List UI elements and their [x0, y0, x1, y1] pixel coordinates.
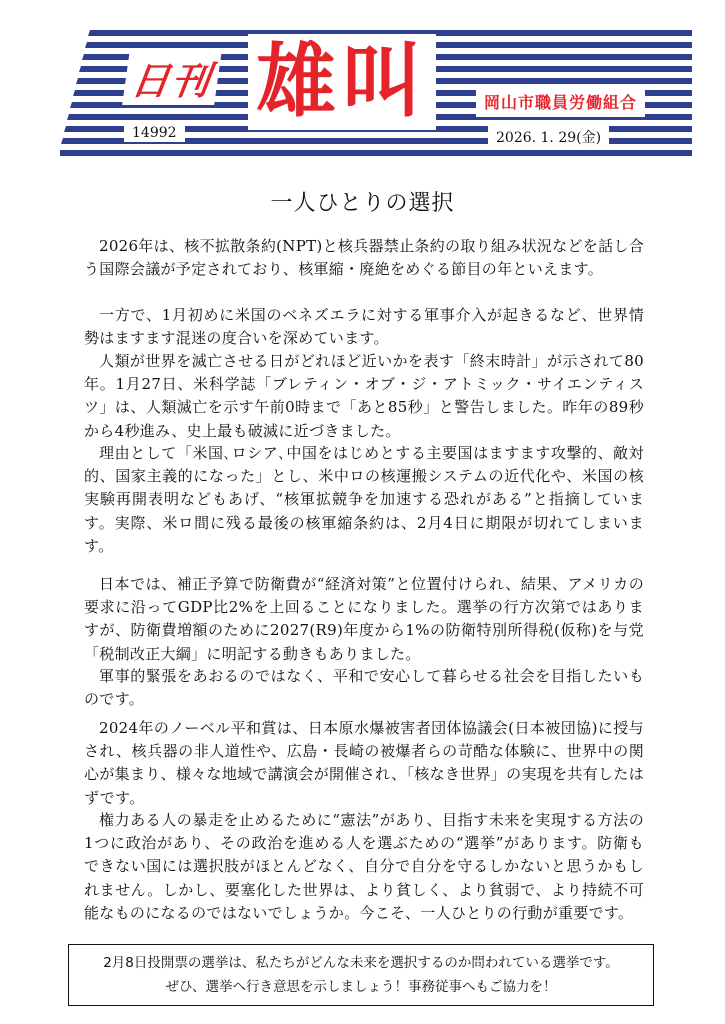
masthead-daily-label: 日刊: [122, 50, 222, 105]
article-paragraph: 2024年のノーベル平和賞は、日本原水爆被害者団体協議会(日本被団協)に授与され、核兵器の非人道性や、広島・長崎の被爆者らの苛酷な体験に、世界中の関心が集まり、様々な地域で講演会が開催され、「核なき世界」の実現を共有したはずです。: [84, 719, 644, 807]
notice-line-2: ぜひ、選挙へ行き意思を示しましょう！事務従事へもご協力を！: [165, 979, 557, 995]
notice-line-1: 2月8日投開票の選挙は、私たちがどんな未来を選択するのか問われている選挙です。: [103, 955, 619, 971]
article-paragraph: 一方で、1月初めに米国のベネズエラに対する軍事介入が起きるなど、世界情勢はますます混迷の度合いを深めています。: [84, 306, 644, 348]
issue-number: 14992: [124, 124, 185, 142]
article-headline: 一人ひとりの選択: [270, 191, 455, 216]
article-paragraph: 軍事的緊張をあおるのではなく、平和で安心して暮らせる社会を目指したいものです。: [84, 667, 644, 709]
masthead-title: 雄叫: [248, 34, 436, 130]
article-paragraph: 2026年は、核不拡散条約(NPT)と核兵器禁止条約の取り組み状況などを話し合う国際会議が予定されており、核軍縮・廃絶をめぐる節目の年といえます。: [84, 237, 644, 279]
election-notice-box: [68, 944, 654, 1006]
article-paragraph: 日本では、補正予算で防衛費が“経済対策”と位置付けられ、結果、アメリカの要求に沿ってGDP比2%を上回ることになりました。選挙の行方次第ではありますが、防衛費増額のために2027(R9)年度から1%の防衛特別所得税(仮称)を与党「税制改正大綱」に明記する動きもありました。: [84, 575, 644, 663]
article-paragraph: 人類が世界を滅亡させる日がどれほど近いかを表す「終末時計」が示されて80年。1月27日、米科学誌「ブレティン・オブ・ジ・アトミック・サイエンティスツ」は、人類滅亡を示す午前0時まで「あと85秒」と警告しました。昨年の89秒から4秒進み、史上最も破滅に近づきました。: [84, 352, 644, 440]
article-paragraph: 理由として「米国､ロシア､中国をはじめとする主要国はますます攻撃的、敵対的、国家主義的になった」とし、米中ロの核運搬システムの近代化や、米国の核実験再開表明などもあげ、“核軍拡競争を加速する恐れがある”と指摘しています。実際、米ロ間に残る最後の核軍縮条約は、2月4日に期限が切れてしまいます。: [84, 444, 644, 555]
masthead: [60, 28, 692, 156]
union-name: 岡山市職員労働組合: [476, 86, 645, 117]
article-paragraph: 権力ある人の暴走を止めるために“憲法”があり、目指す未来を実現する方法の1つに政治があり、その政治を進める人を選ぶための“選挙”があります。防衛もできない国には選択肢がほとんどなく、自分で自分を守るしかないと思うかもしれません。しかし、要塞化した世界は、より貧しく、より貧弱で、より持続不可能なものになるのではないでしょうか。今こそ、一人ひとりの行動が重要です。: [84, 811, 644, 922]
issue-date: 2026. 1. 29(金): [488, 126, 609, 148]
